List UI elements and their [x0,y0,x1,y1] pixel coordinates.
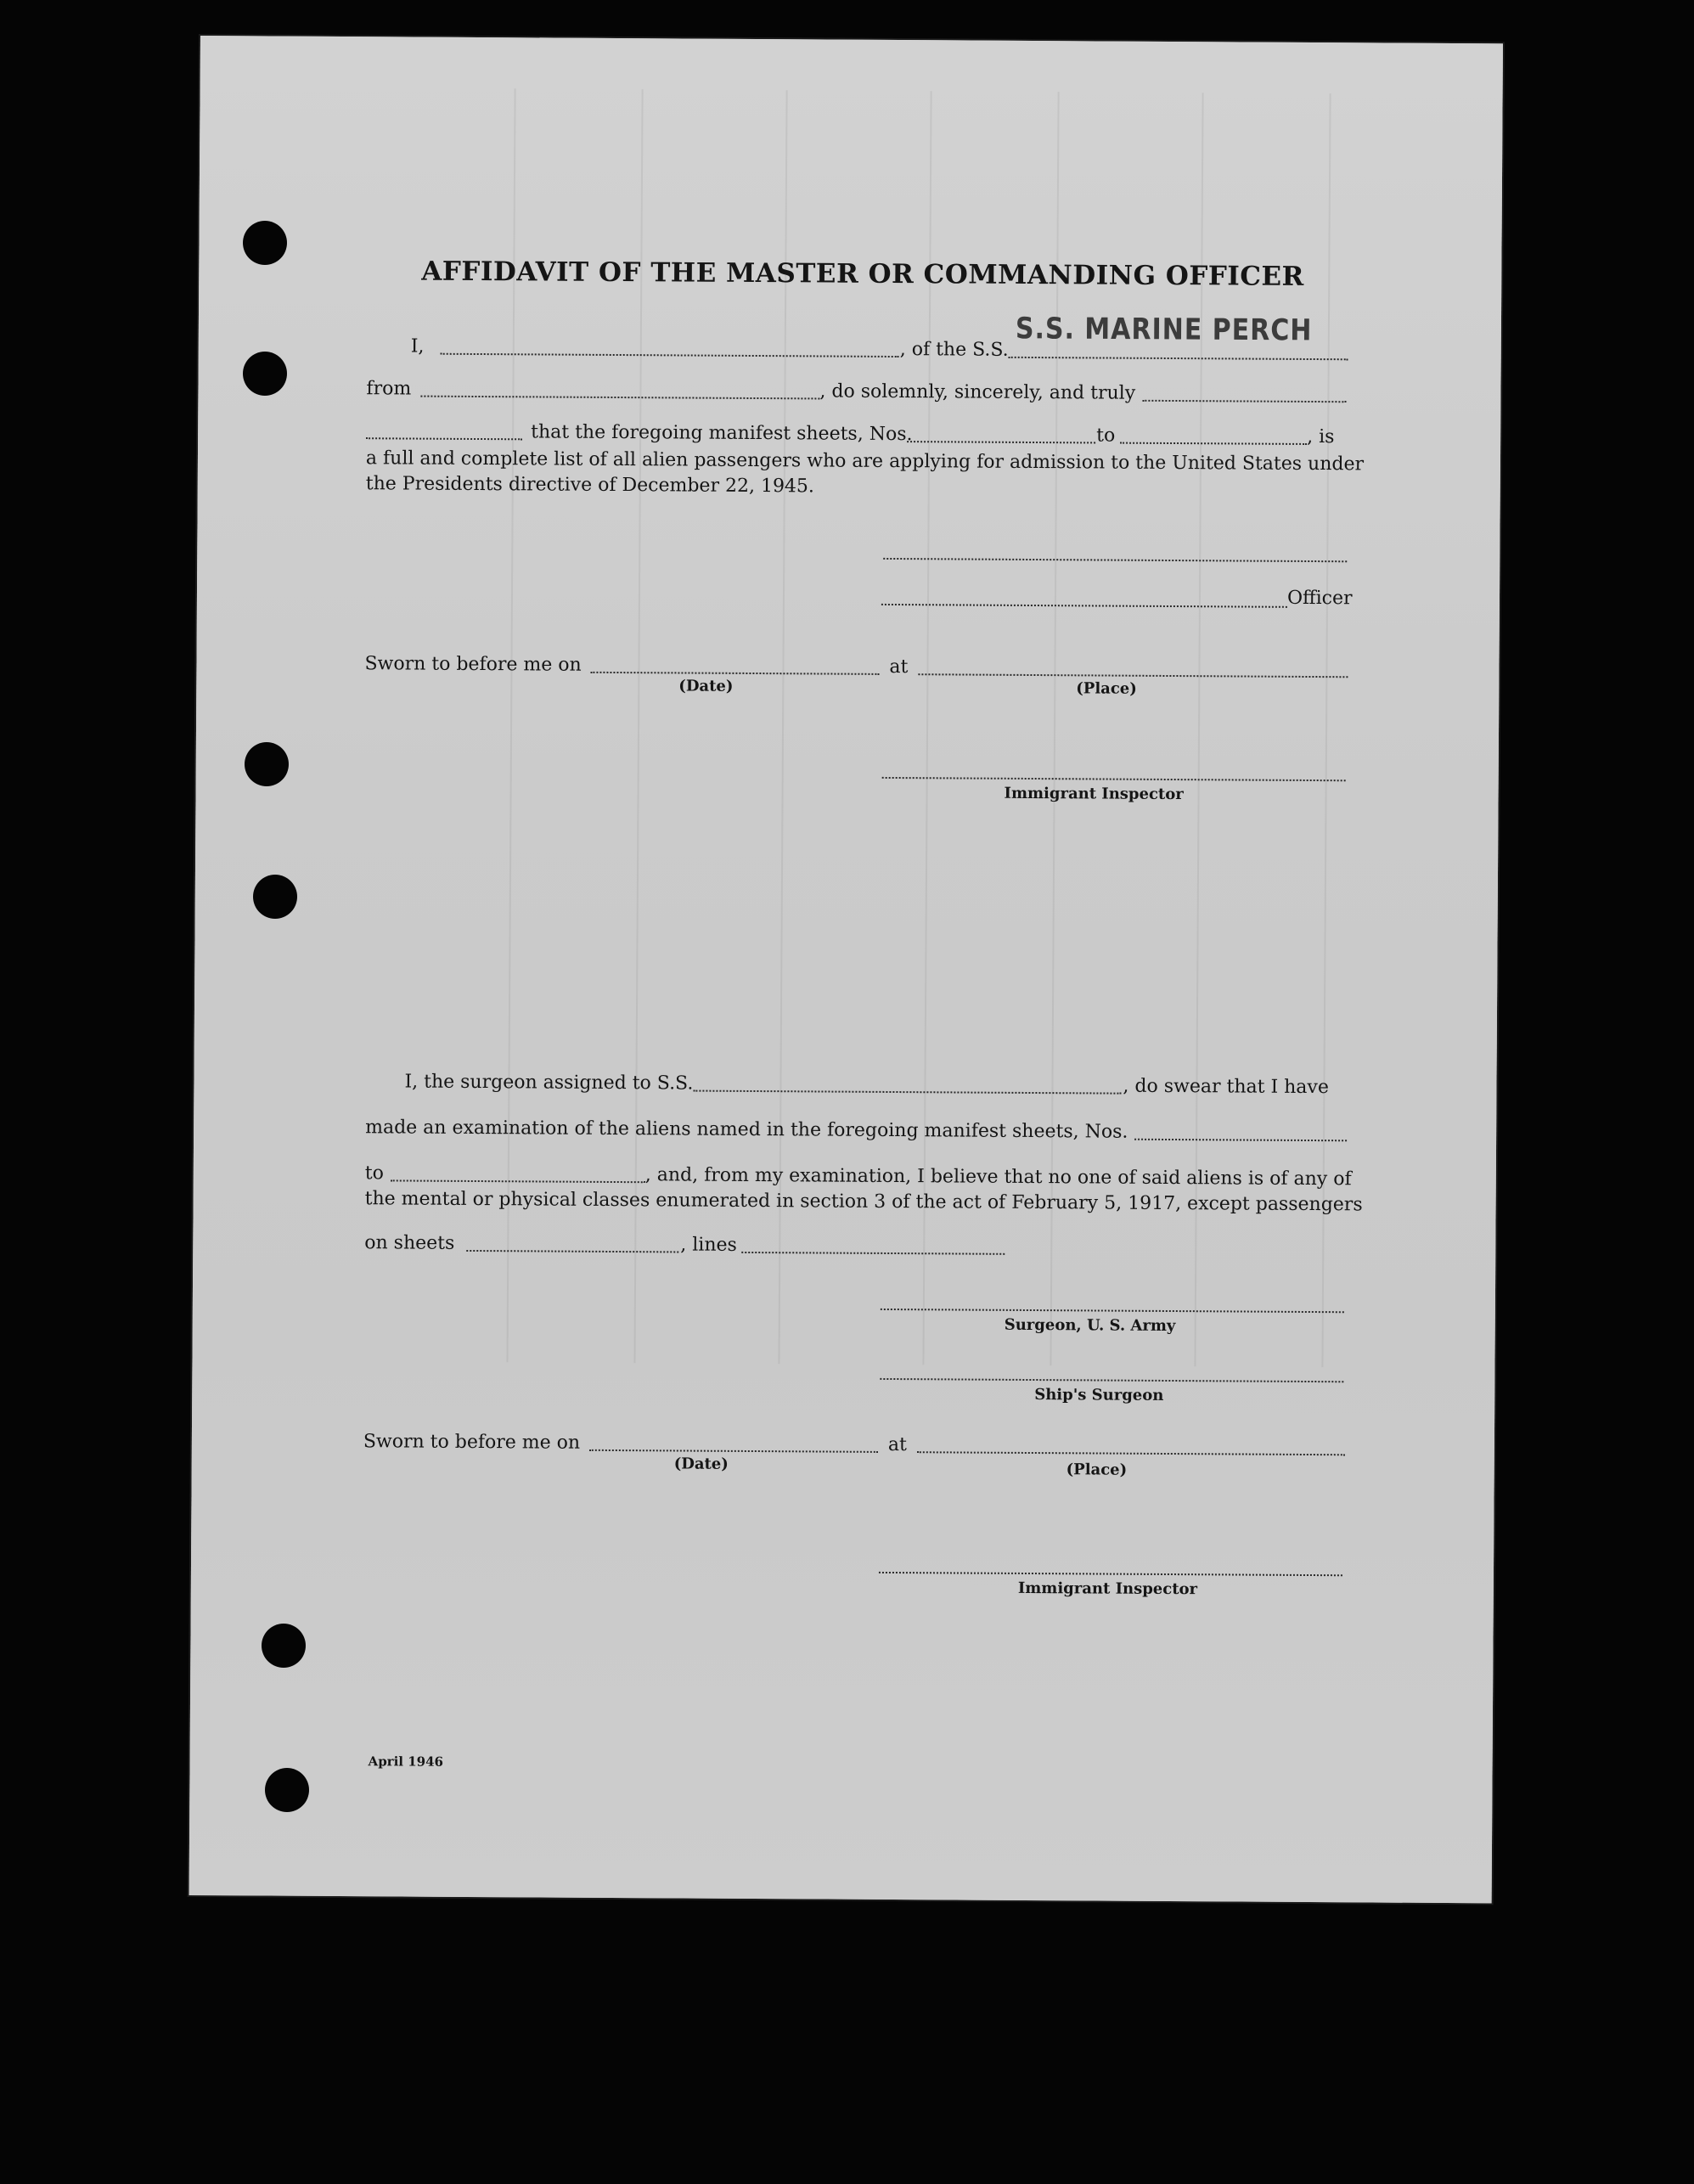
surgeon-date-caption: (Date) [673,1455,729,1473]
form-sheet [189,36,1503,1903]
place-caption: (Place) [1076,679,1137,698]
sheet-from-field[interactable] [907,441,1095,443]
declaration-field[interactable] [366,437,522,440]
solemnly-label: , do solemnly, sincerely, and truly [819,380,1136,404]
sworn-label: Sworn to before me on [364,653,582,676]
foregoing-label: that the foregoing manifest sheets, Nos. [531,421,913,446]
army-surgeon-caption: Surgeon, U. S. Army [1004,1315,1176,1336]
punch-hole [262,1624,306,1668]
surgeon-inspector-caption: Immigrant Inspector [1017,1579,1198,1599]
sheet-to-field[interactable] [1120,442,1307,445]
officer-label: Officer [1286,587,1353,610]
ship-name-stamp: S.S. MARINE PERCH [1015,312,1313,348]
surgeon-line-3: , and, from my examination, I believe that no one of said aliens is of any of [644,1164,1352,1191]
surgeon-swear-label: , do swear that I have [1123,1075,1329,1099]
lines-label: , lines [680,1234,737,1256]
surgeon-at-label: at [887,1433,907,1456]
to-label: to [1096,425,1116,447]
exception-lines-field[interactable] [741,1252,1005,1255]
officer-title-field[interactable] [881,604,1287,608]
sworn-place-field[interactable] [918,673,1348,678]
page-title: AFFIDAVIT OF THE MASTER OR COMMANDING OFFICER [421,256,1304,292]
surgeon-line-2: made an examination of the aliens named in the foregoing manifest sheets, Nos. [365,1117,1128,1143]
exception-sheets-field[interactable] [466,1250,678,1253]
punch-hole [265,1768,309,1812]
ship-name-field[interactable] [1009,357,1348,360]
form-date: April 1946 [368,1753,444,1770]
from-label: from [366,378,412,400]
sworn-date-field[interactable] [590,672,879,675]
surgeon-place-caption: (Place) [1066,1461,1128,1479]
surgeon-sheet-to-field[interactable] [391,1179,645,1183]
punch-hole [243,221,287,265]
at-label: at [889,656,909,678]
of-the-ss-label: , of the S.S. [899,339,1009,361]
officer-signature-field[interactable] [883,558,1347,562]
oath-field[interactable] [1142,400,1346,402]
punch-hole [243,352,287,396]
surgeon-ship-field[interactable] [693,1090,1121,1095]
punch-hole [245,742,289,786]
affidavit-body-line-1: a full and complete list of all alien passengers who are applying for admission to the United States under [365,447,1365,476]
from-port-field[interactable] [420,396,819,400]
on-sheets-label: on sheets [364,1232,455,1254]
inspector-signature-field[interactable] [882,777,1346,781]
surgeon-line-4: the mental or physical classes enumerated in section 3 of the act of February 5, 1917, except passengers [364,1188,1363,1216]
surgeon-sheet-from-field[interactable] [1134,1139,1347,1142]
affidavit-body-line-2: the Presidents directive of December 22, 1945. [365,473,815,498]
i-label: I, [410,335,425,357]
army-surgeon-signature-field[interactable] [881,1309,1344,1313]
master-name-field[interactable] [441,353,899,357]
surgeon-to-label: to [364,1162,384,1185]
inspector-caption: Immigrant Inspector [1004,784,1184,804]
date-caption: (Date) [678,677,734,695]
surgeon-sworn-place-field[interactable] [917,1451,1345,1455]
surgeon-sworn-label: Sworn to before me on [363,1431,581,1454]
punch-hole [253,875,297,919]
surgeon-line-1: I, the surgeon assigned to S.S. [404,1071,694,1095]
ships-surgeon-caption: Ship's Surgeon [1034,1386,1164,1404]
ships-surgeon-signature-field[interactable] [880,1378,1343,1382]
surgeon-inspector-signature-field[interactable] [879,1572,1342,1576]
surgeon-sworn-date-field[interactable] [589,1449,878,1453]
is-label: , is [1307,425,1335,448]
